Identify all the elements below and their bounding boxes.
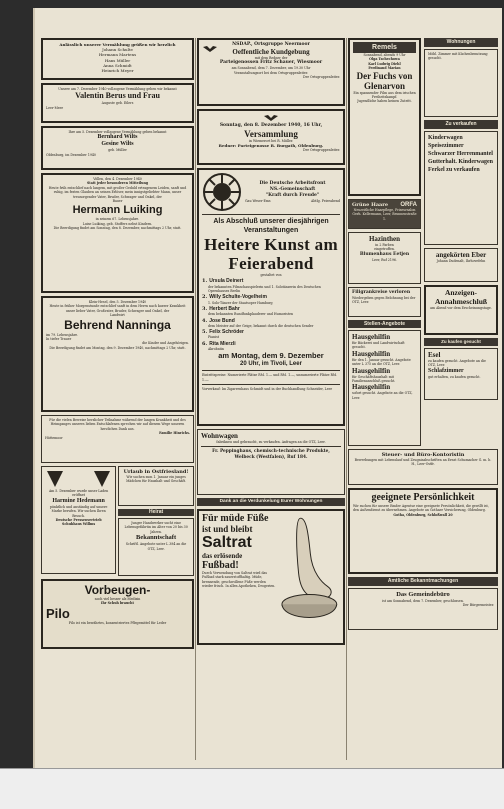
verkaufen-l1: Kinderwagen	[428, 135, 463, 141]
kdf-org: Die Deutsche Arbeitsfront	[259, 180, 326, 186]
rally-sub: mit dem Redner der	[254, 56, 288, 60]
heirat-header: Heirat	[118, 509, 194, 516]
remels-body: Ein spannender Film aus dem irischen Freiheitskampf.	[353, 90, 416, 100]
kdf-feierabend	[197, 168, 345, 426]
ad-wohnungen	[424, 49, 498, 117]
orfa-brand: ORFA	[400, 202, 417, 208]
kuchen-text: gut erhalten, zu kaufen gesucht.	[428, 374, 481, 379]
kdf-sub1: Gau Weser-Ems	[245, 198, 271, 203]
rally-place: Veranstaltungsort bei dem Ortsgruppenleiter.	[234, 70, 308, 75]
artist-name: Willy Schulte-Vogelheim	[209, 294, 267, 301]
persoenlich-title: geeignete Persönlichkeit	[371, 492, 475, 503]
artist-number: 4.	[202, 317, 208, 324]
saltrat-l1: Für müde Füße	[202, 513, 269, 524]
heirat-body: Junger Handwerker sucht eine Lebensgefährtin im Alter von 20 bis 30 Jahren.	[124, 521, 188, 534]
wedding2-name1: Bernhard Wilts	[97, 134, 138, 141]
artist-number: 2.	[202, 294, 208, 301]
ad-hazinth	[348, 232, 421, 284]
artist-desc: Pianist	[208, 335, 220, 340]
artist-name: Felix Schröder	[209, 329, 244, 336]
obituary-name: Hermann Luiking	[72, 204, 163, 217]
filigran-title: Filigrankreise verloren	[352, 290, 411, 295]
obituary2-text: Heute in früher Morgenstunde entschlief sanft in dem Herrn nach kurzer Krankheit unser lieber Vater, Großvater, Bruder, Schwager und Onkel, der	[49, 304, 186, 313]
saltrat-text-col	[202, 513, 276, 631]
obituary-role: Bauer	[112, 199, 123, 204]
artist-desc: Akrobatin	[208, 347, 224, 352]
wohnwagen-text: fabrikneu und gebraucht, zu verkaufen. Anfragen an die OTZ, Leer.	[216, 440, 326, 444]
artist-list	[202, 278, 340, 351]
artist-name: Ursula Deinert	[209, 278, 244, 285]
col3-right	[424, 38, 498, 449]
ad-greetings-name: Anna Schmidt	[103, 62, 132, 68]
ad-amtlich	[348, 588, 498, 630]
wohnungen-text: Möbl. Zimmer mit Küchenbenutzung gesucht.	[428, 52, 488, 61]
festabend-subtitle: gestaltet von	[260, 273, 282, 277]
remels-title: Der Fuchs von Glenarvon	[356, 70, 413, 91]
hedemann-name: Harmine Hedemann	[52, 497, 105, 504]
kdf-header	[202, 172, 340, 212]
saltrat-body: Durch Verwendung von Saltrat wird das Fußbad stark sauerstoffhaltig. Müde, brennende, geschwollene Füße werden wieder frisch. In allen Apotheken, Drogerien.	[202, 571, 276, 589]
rally-org: NSDAP., Ortsgruppe Neermoor	[232, 42, 310, 47]
artist-number: 3.	[202, 306, 208, 313]
verkaufen-l5: Ferkel zu verkaufen	[428, 167, 480, 173]
thanks-sign: Familie Hinrichs.	[159, 431, 190, 436]
stellen-h2: Hausgehilfin	[352, 349, 391, 358]
hedemann-firm2: Schuhhaus Willms	[62, 522, 96, 527]
hedemann-body: pünktlich und anständig auf unsere Marke berufen. Wir suchen Ihren Besuch.	[49, 504, 108, 518]
saltrat-brand: Saltrat	[202, 534, 252, 551]
ad-vorbeugen	[41, 579, 194, 649]
artist-item	[202, 318, 340, 329]
artist-number: 6.	[202, 340, 208, 347]
wohnungen-header: Wohnungen	[424, 38, 498, 47]
artist-name: Jose Bund	[209, 317, 235, 324]
saltrat-l2: ist und bleibt	[202, 524, 253, 534]
rally-when: am Sonnabend, dem 7. Dezember, um 19.30 Uhr	[231, 66, 311, 71]
wedding-sub: Auguste geb. Eilers	[101, 101, 134, 106]
ad-esel	[424, 348, 498, 400]
heirat-body2: Schriftl. Angebote unter L 384 an die OTZ, Leer.	[125, 542, 187, 551]
emblem-icon	[92, 469, 112, 489]
amtlich-sign: Der Bürgermeister.	[462, 603, 494, 608]
wedding2-name2: Gesine Wilts	[101, 141, 134, 148]
meeting-speaker: Redner: Parteigenosse R. Burgath, Oldenburg.	[218, 143, 324, 149]
amtlich-sub: Das Gemeindebüro	[396, 591, 450, 598]
row-small-ads	[41, 466, 194, 579]
remels-n3: Ferdinand Marian	[368, 66, 401, 71]
thanks-text: Für die vielen Beweise herzlicher Teilnahme während der langen Krankheit und des Heimganges unseres lieben Entschlafenen sprechen wir auf diesem Wege unseren herzlichen Dank aus.	[49, 418, 186, 431]
esel-text: zu kaufen gesucht. Angebote an die OTZ, Leer.	[428, 359, 486, 368]
remels-n2: Karl Ludwig Diehl	[368, 61, 401, 66]
ad-wedding-2	[41, 126, 194, 170]
artist-number: 1.	[202, 278, 208, 285]
stellen-b2: für den 1. Januar gesucht. Angebote unter L 375 an die OTZ, Leer.	[352, 357, 411, 367]
konter-text: Bewerbungen mit Lebenslauf und Zeugnisabschriften an Ernst Schumacher G. m. b. H., Leer-Ostfr.	[354, 458, 492, 467]
rally-title: Oeffentliche Kundgebung	[232, 48, 310, 56]
saltrat-l3: das erlösende	[202, 552, 243, 560]
artist-desc: der bekannten Filmschauspielerin und 1. Solotänzerin des Deutschen Opernhauses Berlin	[208, 284, 321, 294]
stellen-h3: Hausgehilfin	[352, 366, 391, 375]
ad-greetings-name: Hans Müller	[104, 57, 131, 63]
ad-hedemann	[41, 466, 116, 574]
blackout-notice: Dank an die Verdunkelung Eurer Wohnungen	[197, 498, 345, 506]
ad-filigran	[348, 287, 421, 317]
ad-greetings-intro: Anlässlich unserer Vermählung grüßen wir herzlich	[59, 42, 176, 47]
verkaufen-header: Zu verkaufen	[424, 120, 498, 129]
meeting-place: in Wiemerort bei R. Müller.	[248, 139, 294, 143]
stellen-b4: sofort gesucht. Angebote an die OTZ, Leer.	[352, 391, 413, 400]
ad-greetings	[41, 38, 194, 80]
artist-item	[202, 278, 340, 293]
thanks-place: Hüttemoor	[45, 435, 63, 440]
artist-desc: 1. Solo-Tänzer der Staatsoper Hamburg	[208, 300, 273, 305]
ad-kontoristin	[348, 449, 498, 485]
amtlich-header: Amtliche Bekanntmachungen	[348, 577, 498, 586]
ad-urlaub	[118, 466, 194, 506]
kdf-org-text	[245, 181, 340, 203]
urlaub-title: Urlaub in Ostfriesland!	[123, 469, 189, 475]
pepping-line1: Fr. Peppinghaus, chemisch-technische Produkte,	[212, 449, 330, 455]
anzeigen-title: Anzeigen-Annahmeschluß	[434, 288, 488, 306]
kdf-subs	[245, 199, 340, 203]
remels-note: Jugendliche haben keinen Zutritt.	[357, 99, 412, 104]
saltrat-layout	[202, 513, 340, 631]
eber-text: Johann Dudenalt, Ihrhovefehn	[436, 259, 486, 263]
artist-item	[202, 294, 340, 305]
amtlich-text: ist am Sonnabend, dem 7. Dezember, geschlossen.	[382, 599, 464, 603]
artist-name: Rita Mierzli	[209, 340, 236, 347]
wohnwagen-title: Wohnwagen	[201, 432, 238, 440]
persoenlich-text: Wir suchen für unsere Emder Agentur eine geeignete Persönlichkeit, die gewillt ist, den Außendienst zu übernehmen. Angebote an Gothaer Versicherung, Oldenburg.	[353, 504, 489, 513]
obituary-intro: Statt jeder besonderen Mitteilung	[86, 181, 148, 186]
obituary2-role: Landwirt	[110, 313, 125, 318]
ad-wedding-1	[41, 83, 194, 123]
stellen-b3: für Geschäftshaushalt mit Familienanschluß gesucht.	[352, 374, 396, 384]
anzeigen-text: am Abend vor dem Erscheinungstage.	[430, 306, 492, 310]
ad-stack	[118, 466, 194, 579]
obituary2-funeral: Die Beerdigung findet am Montag, den 9. Dezember 1940, nachmittags 2 Uhr, statt.	[49, 345, 186, 350]
ad-orfa	[348, 199, 421, 229]
col3-left	[348, 38, 421, 449]
remels-brand: Remels	[353, 42, 416, 53]
obituary2-name: Behrend Nanninga	[64, 317, 171, 332]
kdf-org2: NS.-Gemeinschaft	[269, 186, 316, 192]
festabend-intro: Als Abschluß unserer diesjährigen Veranstaltungen	[213, 218, 329, 234]
meeting-sign: Der Ortsgruppenleiter.	[303, 148, 340, 153]
verkaufen-l2: Speisezimmer	[428, 143, 464, 149]
rally-line: Parteigenossen Fritz Schauer, Wiesmoor	[219, 60, 323, 66]
obituary-nanninga	[41, 296, 194, 412]
presale: Vorverkauf: Im Zigarrenhaus Schmidt und in der Buchhandlung Schneider, Leer	[202, 387, 333, 392]
obituary2-age: im 79. Lebensjahre.	[46, 332, 79, 337]
vorbeugen-line3: Ihr Schuh braucht	[101, 601, 134, 606]
konter-title: Steuer- und Büro-Kontoristin	[381, 452, 465, 458]
eber-title: angekörten Eber	[435, 251, 487, 259]
ad-greetings-name: Hermann Martens	[98, 52, 137, 58]
eagle-icon	[203, 44, 217, 54]
kdf-wheel-icon	[202, 172, 242, 212]
artist-desc: dem Meister auf der Geige, bekannt durch die deutschen Sender	[208, 323, 314, 328]
hazinth-addr: Leer, Ruf 2196.	[372, 257, 397, 262]
ad-eber	[424, 248, 498, 282]
verkaufen-l4: Gutterhalt. Kinderwagen	[428, 159, 493, 165]
column-middle	[197, 38, 345, 760]
pepping-line2: Welbeck (Westfalen), Ruf 184.	[234, 455, 308, 461]
obituary-text: Heute früh entschlief nach langem, mit großer Geduld ertragenem Leiden, sanft und ruhig, im festen Glauben an seinen Erlöser, mein innigstgeliebter Mann, unser treusorgender Vater, Bruder, Schwager und Onkel, der	[48, 185, 187, 199]
artist-item	[202, 341, 340, 352]
orfa-title: Grüne Haare	[352, 202, 389, 208]
obituary-funeral: Die Beerdigung findet am Sonntag, den 8. Dezember, nachmittags 2 Uhr, statt.	[53, 226, 182, 231]
stellen-b1: für Bäckerei und Landwirtschaft gesucht.	[352, 341, 405, 350]
wedding2-intro: Ihre am 5. Dezember vollzogene Vermählung geben bekannt	[68, 130, 167, 134]
stellen-h1: Hausgehilfin	[352, 333, 391, 341]
vorbeugen-small: Pilo ist ein bewährtes, konzentriertes Pflegemittel für Leder	[68, 620, 167, 625]
urlaub-body: Wir suchen zum 1. Januar ein junges Mädchen für Haushalt und Geschäft.	[126, 475, 187, 484]
kdf-motto: "Kraft durch Freude"	[265, 192, 320, 198]
hazinth-title: Hazinthen	[368, 235, 401, 243]
artist-desc: dem bekannten Rundfunkplauderer und Humoristen	[208, 312, 294, 317]
festabend-title: Heitere Kunst am Feierabend	[204, 235, 338, 273]
vorbeugen-headline: Vorbeugen-	[84, 583, 151, 597]
ad-remels-cinema	[348, 38, 421, 196]
obituary-top: Völlen, den 4. Dezember 1940	[93, 177, 142, 181]
orfa-text: Neuzeitliche Haarpflege, Friseursalon Gerh. Kellermann, Leer, Brunnenstraße 1.	[352, 208, 417, 221]
obituary-luiking	[41, 173, 194, 293]
hedemann-firm: Deutsche Pressenvertrieb	[55, 518, 102, 523]
ad-greetings-name: Heinrich Meyer	[101, 68, 134, 74]
hazinth-sub: in 2 Farben	[375, 243, 394, 247]
wedding-place: Leer-Meer	[46, 105, 64, 110]
col3-split	[348, 38, 498, 449]
kdf-sub2: Abtlg. Feierabend	[311, 198, 340, 203]
thanks-notice	[41, 415, 194, 463]
artist-item	[202, 306, 340, 317]
ad-greetings-name: Johann Schulte	[102, 47, 133, 53]
hazinth-note: eingetroffen.	[374, 247, 395, 252]
wedding2-place: Oldenburg, im Dezember 1940	[46, 152, 96, 157]
party-rally	[197, 38, 345, 106]
remels-n1: Olga Tschechowa	[369, 57, 400, 62]
entry-prices: Eintrittspreise: Numerierte Plätze RM. 1.— und RM. 1.—, unnumerierte Plätze RM. 1.—.	[202, 373, 338, 382]
kuchen-title: Schlafzimmer	[428, 367, 464, 374]
ad-verkaufen	[424, 131, 498, 245]
ad-heirat	[118, 518, 194, 576]
hazinth-firm: Blumenhaus Eetjen	[359, 251, 410, 257]
hedemann-line: Am 5. Dezember wurde unser Laden eröffnet	[48, 489, 109, 498]
persoenlich-firm: Gotha, Oldenburg, Schloßwall 20	[393, 512, 453, 517]
wedding-names: Valentin Berus und Frau	[75, 91, 160, 101]
ad-saltrat	[197, 509, 345, 645]
party-meeting	[197, 109, 345, 165]
wedding-intro: Unsere am 7. Dezember 1940 vollzogene Vermählung geben wir bekannt	[58, 87, 177, 91]
filigran-text: Wiedergeben gegen Belohnung bei der OTZ, Leer.	[352, 295, 416, 304]
stellen-header: Stellen-Angebote	[348, 320, 421, 328]
emblem-icon	[45, 469, 65, 489]
heirat-title2: Bekanntschaft	[136, 534, 177, 542]
ad-wohnwagen	[197, 429, 345, 495]
artist-number: 5.	[202, 329, 208, 336]
saltrat-l4: Fußbad!	[202, 560, 239, 571]
vorbeugen-brand: Pilo	[46, 605, 70, 621]
ad-stellen	[348, 330, 421, 446]
logo-row	[45, 469, 112, 489]
event-time: 20 Uhr, im Tivoli, Leer	[240, 361, 302, 368]
newspaper-page	[33, 8, 502, 768]
artist-item	[202, 329, 340, 340]
scan-footer-strip	[0, 768, 504, 809]
eagle-icon	[264, 113, 278, 123]
wedding2-name3: geb. Müller	[108, 148, 127, 153]
event-date: am Montag, dem 9. Dezember	[218, 351, 324, 361]
kaufen-header: Zu kaufen gesucht	[424, 338, 498, 346]
rally-sign: Der Ortsgruppenleiter.	[303, 75, 340, 80]
column-left	[41, 38, 194, 760]
remels-event: Sonnabend, abends 9 Uhr	[363, 53, 406, 57]
column-right	[348, 38, 498, 760]
verkaufen-l3: Schwarzer Herrenmantel	[428, 151, 493, 157]
esel-title: Esel	[428, 351, 441, 359]
ad-persoenlichkeit	[348, 488, 498, 574]
stellen-h4: Hausgehilfin	[352, 383, 391, 392]
ad-anzeigen	[424, 285, 498, 335]
vorbeugen-line2: noch viel besser als Medizin	[94, 597, 141, 601]
obituary-age: in seinem 67. Lebensjahre.	[95, 217, 140, 222]
artist-name: Herbert Bahr	[209, 306, 240, 313]
obituary-mourner: Luise Luiking, geb. Stoffers nebst Kindern.	[82, 221, 153, 226]
obituary2-sign: die Kinder und Angehörigen.	[142, 341, 189, 346]
obituary2-top: Klein-Hesel, den 5. Dezember 1940	[88, 300, 147, 304]
obituary2-mourner: In tiefer Trauer	[46, 337, 72, 342]
meeting-title: Versammlung	[244, 129, 298, 139]
footbath-illustration-icon	[279, 513, 340, 631]
meeting-when: Sonntag, den 8. Dezember 1940, 16 Uhr,	[219, 123, 323, 128]
